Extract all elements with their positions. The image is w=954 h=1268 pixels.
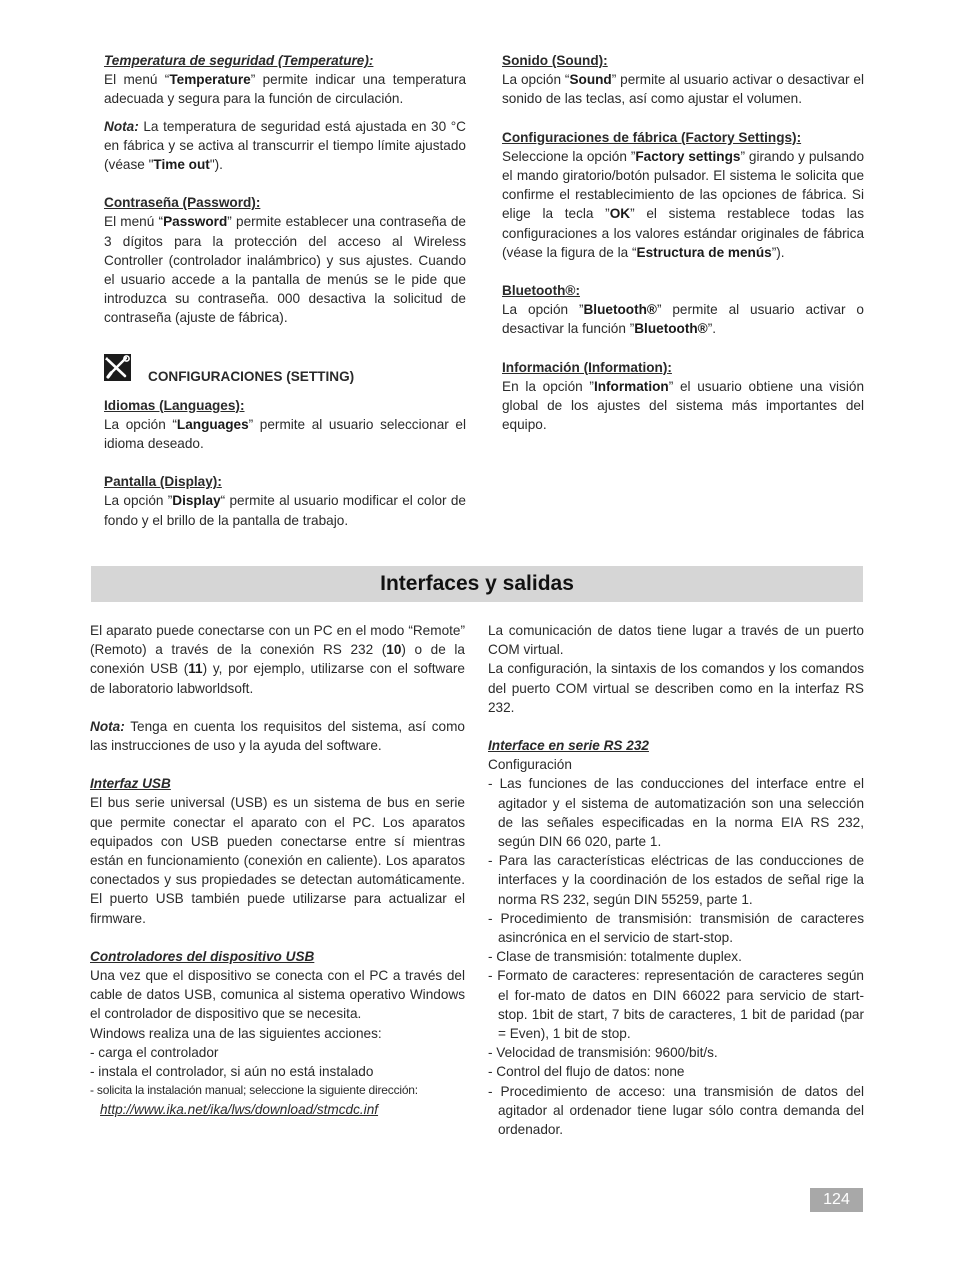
list-item: - Las funciones de las conducciones del interface entre el agitador y el sistema de automatización son una selección de las señales especificadas en la norma EIA RS 232, según DIN 66 020, parte 1.: [488, 776, 864, 850]
subheading-configuracion: Configuración: [488, 757, 572, 773]
text-drivers-actions: Windows realiza una de las siguientes acciones:: [90, 1025, 382, 1041]
heading-idiomas: Idiomas (Languages):: [104, 397, 245, 413]
heading-bluetooth: Bluetooth®:: [502, 283, 580, 299]
note-software: Nota: Tenga en cuenta los requisitos del sistema, así como las instrucciones de uso y la ayuda del software.: [90, 718, 465, 754]
list-item: - instala el controlador, si aún no está instalado: [90, 1064, 374, 1080]
text-pantalla: La opción ”Display“ permite al usuario modificar el color de fondo y el brillo de la pantalla de trabajo.: [104, 493, 466, 528]
heading-usb: Interfaz USB: [90, 776, 171, 792]
wrench-screwdriver-icon: [104, 354, 131, 381]
heading-sonido: Sonido (Sound):: [502, 53, 608, 68]
text-temperatura: El menú “Temperature” permite indicar una temperatura adecuada y segura para la función de circulación.: [104, 72, 466, 107]
note-temperatura: Nota: La temperatura de seguridad está ajustada en 30 °C en fábrica y se activa al transcurrir el tiempo límite ajustado (véase "Time out").: [104, 118, 466, 173]
list-item: - Procedimiento de transmisión: transmisión de caracteres asincrónica en el servicio de start-stop.: [488, 910, 864, 946]
setting-section-header: [104, 354, 466, 384]
text-intro: El aparato puede conectarse con un PC en el modo “Remote” (Remoto) a través de la conexión RS 232 (10) o de la conexión USB (11) y, por ejemplo, utilizarse con el software de laboratorio labworldsoft.: [90, 623, 465, 696]
driver-download-link[interactable]: http://www.ika.net/ika/lws/download/stmcdc.inf: [100, 1102, 379, 1118]
text-drivers: Una vez que el dispositivo se conecta con el PC a través del cable de datos USB, comunica al sistema operativo Windows el controlador de dispositivo que se necesita.: [90, 968, 465, 1022]
column-top-left: [104, 51, 466, 530]
text-bluetooth: La opción ”Bluetooth®” permite al usuario activar o desactivar la función ”Bluetooth®”.: [502, 302, 864, 337]
text-password: El menú “Password” permite establecer una contraseña de 3 dígitos para la protección del acceso al Wireless Controller (controlador inalámbrico) y sus ajustes. Cuando el usuario accede a la pantalla de menús se le pide que introduzca su contraseña. 000 desactiva la solicitud de contraseña (ajuste de fábrica).: [104, 214, 466, 326]
text-sonido: La opción “Sound” permite al usuario activar o desactivar el sonido de las teclas, así como ajustar el volumen.: [502, 72, 864, 107]
text-idiomas: La opción “Languages” permite al usuario seleccionar el idioma deseado.: [104, 416, 466, 452]
text-com-1: La comunicación de datos tiene lugar a través de un puerto COM virtual.: [488, 623, 864, 658]
page-number: 124: [810, 1188, 863, 1212]
heading-pantalla: Pantalla (Display):: [104, 474, 222, 490]
column-bottom-left: [90, 621, 465, 1120]
heading-factory: Configuraciones de fábrica (Factory Settings):: [502, 129, 802, 145]
column-bottom-right: [488, 621, 864, 1139]
list-item: - Velocidad de transmisión: 9600/bit/s.: [488, 1045, 718, 1061]
text-informacion: En la opción ”Information” el usuario obtiene una visión global de los ajustes del sistema más importantes del equipo.: [502, 378, 864, 433]
text-usb: El bus serie universal (USB) es un sistema de bus en serie que permite conectar el aparato con el PC. Los aparatos equipados con USB pueden conectarse entre sí mientras están en funcionamiento (conexión en caliente). Los aparatos conectados y sus propiedades se detectan automáticamente. El puerto USB también puede utilizarse para actualizar el firmware.: [90, 795, 465, 926]
heading-temperatura: Temperatura de seguridad (Temperature):: [104, 53, 374, 68]
text-factory: Seleccione la opción ”Factory settings” girando y pulsando el mando giratorio/botón pulsador. El sistema le solicita que confirme el restablecimiento de las opciones de fábrica. Si elige la tecla ”OK” el sistema restablece todas las configuraciones a los valores estándar originales de fábrica (véase la figura de la “Estructura de menús”).: [502, 148, 865, 260]
list-item: - Control del flujo de datos: none: [488, 1064, 685, 1080]
heading-informacion: Información (Information):: [502, 359, 672, 375]
section-title: Interfaces y salidas: [91, 566, 863, 602]
list-item: - Para las características eléctricas de las conducciones de interfaces y la coordinación de los estados de señal rige la norma RS 232, según DIN 55259, parte 1.: [488, 853, 864, 907]
list-item: - carga el controlador: [90, 1044, 219, 1060]
list-item: - Clase de transmisión: totalmente duplex.: [488, 949, 742, 965]
list-item: - Procedimiento de acceso: una transmisión de datos del agitador al ordenador tiene lugar sólo contra demanda del ordenador.: [488, 1083, 864, 1138]
heading-rs232: Interface en serie RS 232: [488, 738, 649, 754]
column-top-right: [502, 51, 864, 434]
text-com-2: La configuración, la sintaxis de los comandos y los comandos del puerto COM virtual se describen como en la interfaz RS 232.: [488, 661, 864, 715]
list-item: - Formato de caracteres: representación de caracteres según el for-mato de datos en DIN 66022 para servicio de start-stop. 1bit de start, 7 bits de caracteres, 1 bit de paridad (par = Even), 1 bit de stop.: [488, 968, 864, 1042]
list-item: - solicita la instalación manual; seleccione la siguiente dirección:: [90, 1083, 418, 1098]
heading-password: Contraseña (Password):: [104, 195, 261, 211]
setting-title: CONFIGURACIONES (SETTING): [148, 368, 355, 384]
heading-drivers: Controladores del dispositivo USB: [90, 948, 315, 964]
